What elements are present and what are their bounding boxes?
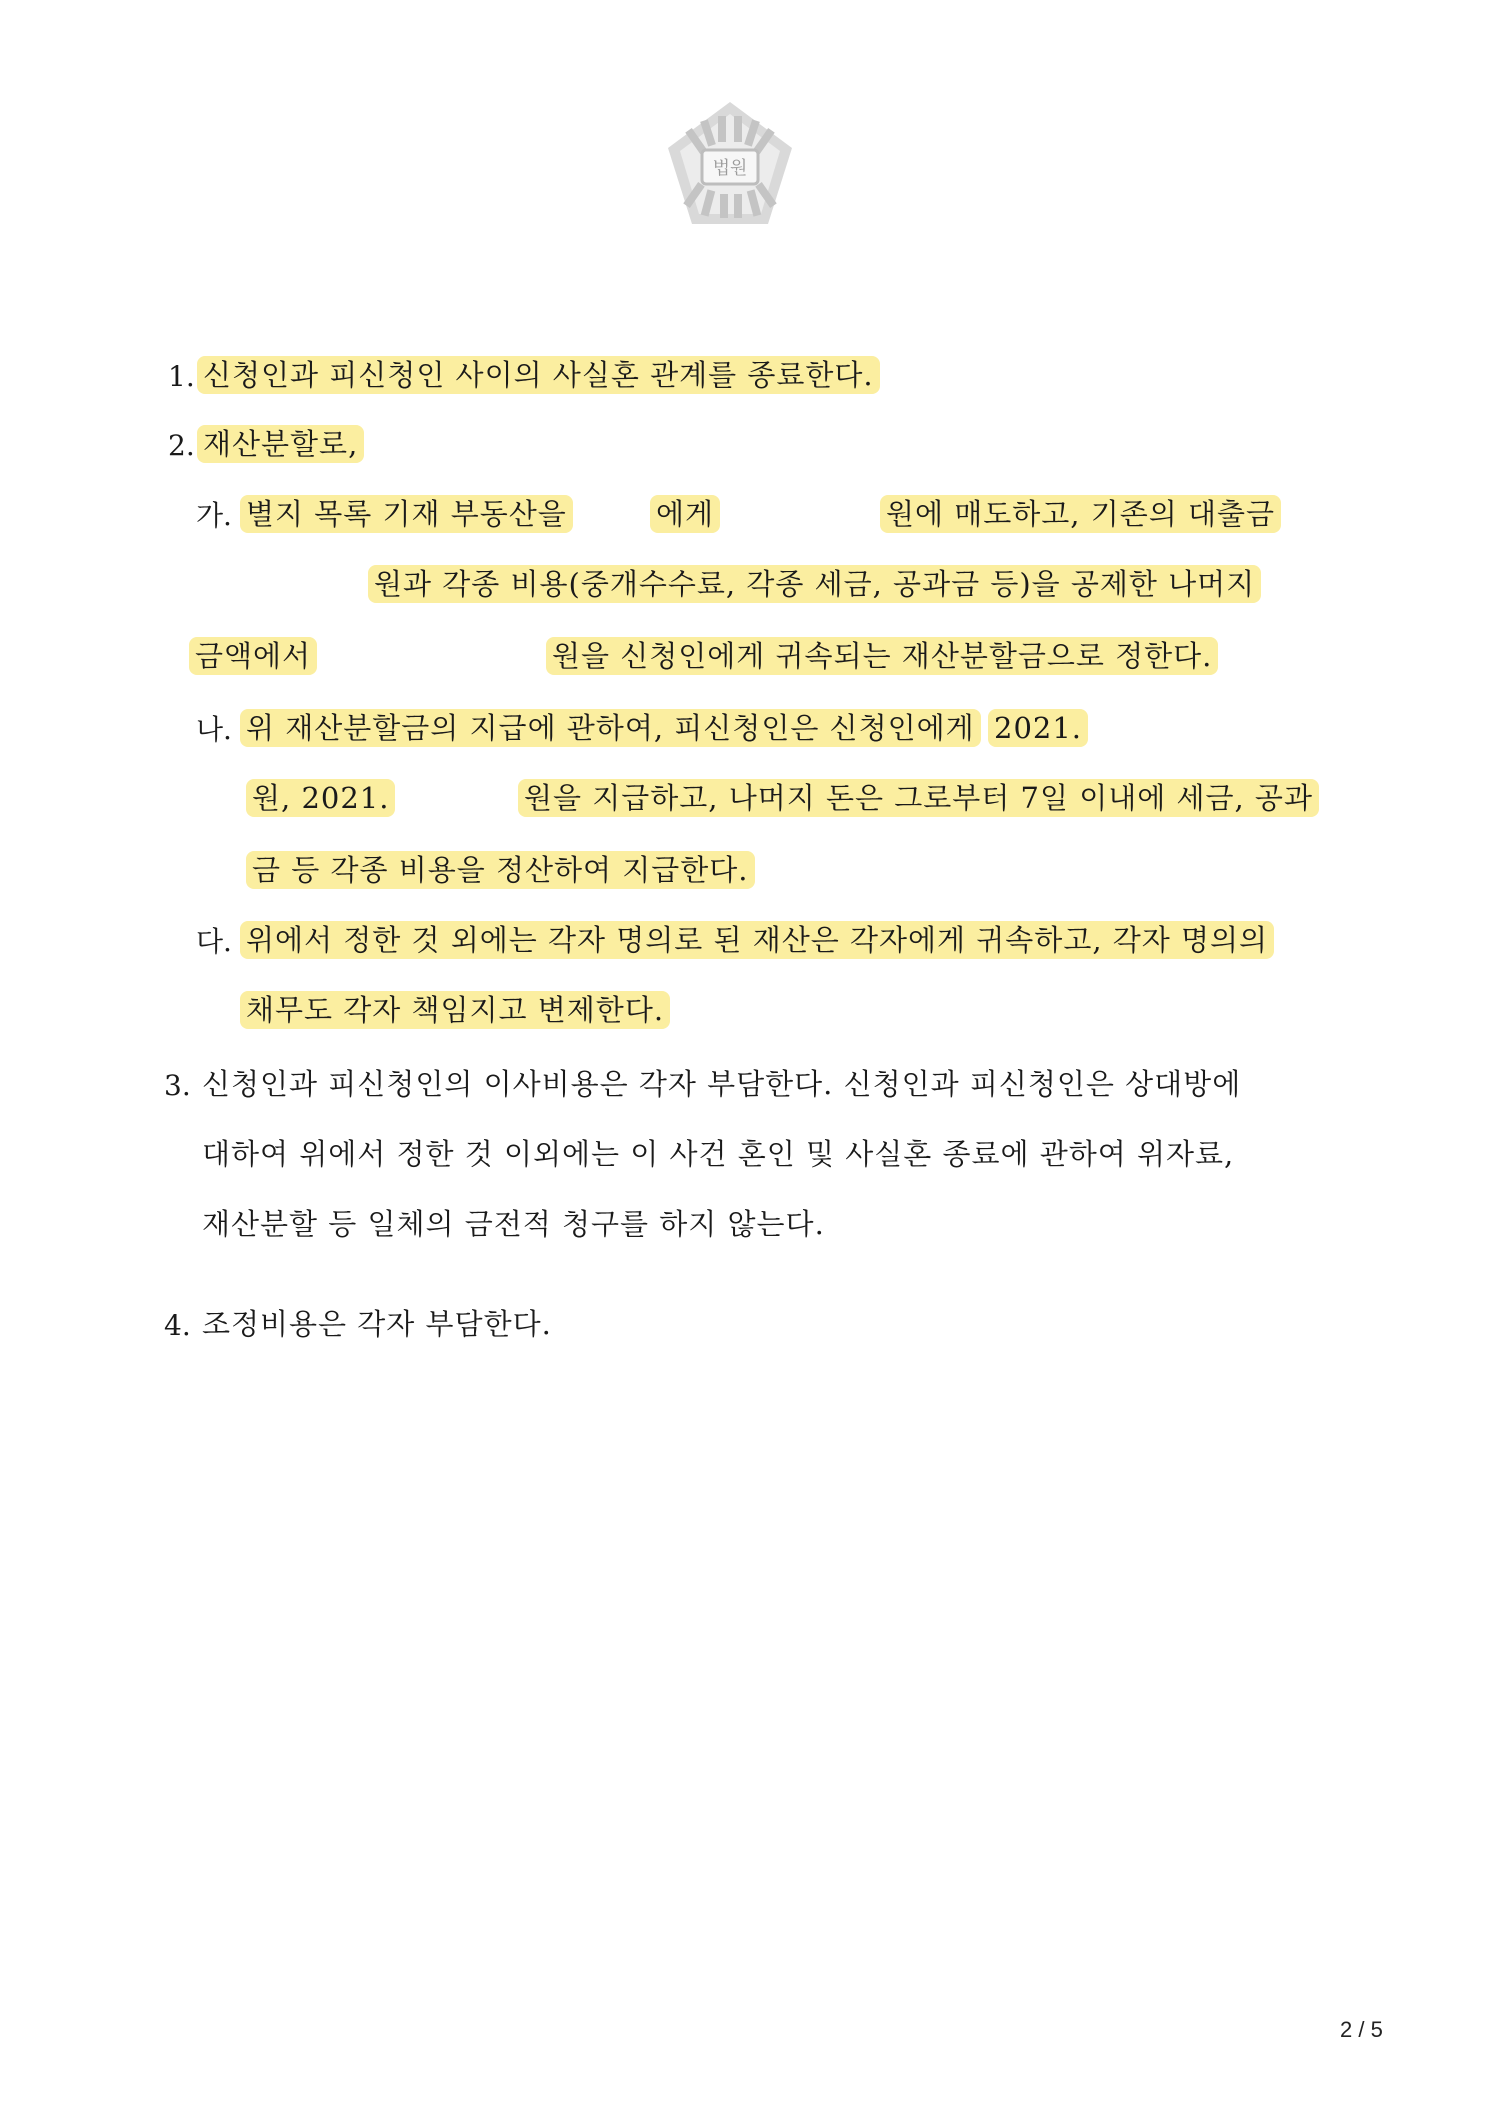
item-na-part-b: 2021. (988, 708, 1088, 748)
item-na-part-d: 원을 지급하고, 나머지 돈은 그로부터 7일 이내에 세금, 공과 (518, 778, 1319, 818)
item-2-text: 재산분할로, (197, 424, 364, 464)
item-3-number: 3. (164, 1069, 191, 1102)
item-2-number: 2. (168, 429, 195, 462)
court-seal-emblem (662, 98, 798, 234)
item-na-part-e: 금 등 각종 비용을 정산하여 지급한다. (246, 850, 755, 890)
item-na-part-a: 위 재산분할금의 지급에 관하여, 피신청인은 신청인에게 (240, 708, 981, 748)
item-na-number: 나. (196, 713, 232, 746)
item-1-number: 1. (168, 360, 195, 393)
item-ga-part-b: 에게 (650, 494, 720, 534)
item-3-line-b: 대하여 위에서 정한 것 이외에는 이 사건 혼인 및 사실혼 종료에 관하여 위자료, (202, 1137, 1235, 1171)
item-ga-part-d: 원과 각종 비용(중개수수료, 각종 세금, 공과금 등)을 공제한 나머지 (368, 564, 1261, 604)
item-na-part-c: 원, 2021. (246, 778, 395, 818)
item-da-number: 다. (196, 925, 232, 958)
item-4-text: 조정비용은 각자 부담한다. (202, 1307, 552, 1341)
item-3-line-a: 신청인과 피신청인의 이사비용은 각자 부담한다. 신청인과 피신청인은 상대방에 (202, 1067, 1242, 1101)
item-ga-part-f: 원을 신청인에게 귀속되는 재산분할금으로 정한다. (546, 636, 1218, 676)
item-da-part-b: 채무도 각자 책임지고 변제한다. (240, 990, 670, 1030)
item-ga-part-c: 원에 매도하고, 기존의 대출금 (880, 494, 1281, 534)
item-da-part-a: 위에서 정한 것 외에는 각자 명의로 된 재산은 각자에게 귀속하고, 각자 명의의 (240, 920, 1274, 960)
item-ga-part-e: 금액에서 (189, 636, 317, 676)
item-ga-part-a: 별지 목록 기재 부동산을 (240, 494, 573, 534)
item-1-text: 신청인과 피신청인 사이의 사실혼 관계를 종료한다. (197, 355, 880, 395)
item-4-number: 4. (164, 1309, 191, 1342)
item-3-line-c: 재산분할 등 일체의 금전적 청구를 하지 않는다. (202, 1207, 825, 1241)
seal-text: 법원 (712, 158, 748, 179)
page-number: 2 / 5 (1340, 2017, 1383, 2042)
item-ga-number: 가. (196, 499, 232, 532)
